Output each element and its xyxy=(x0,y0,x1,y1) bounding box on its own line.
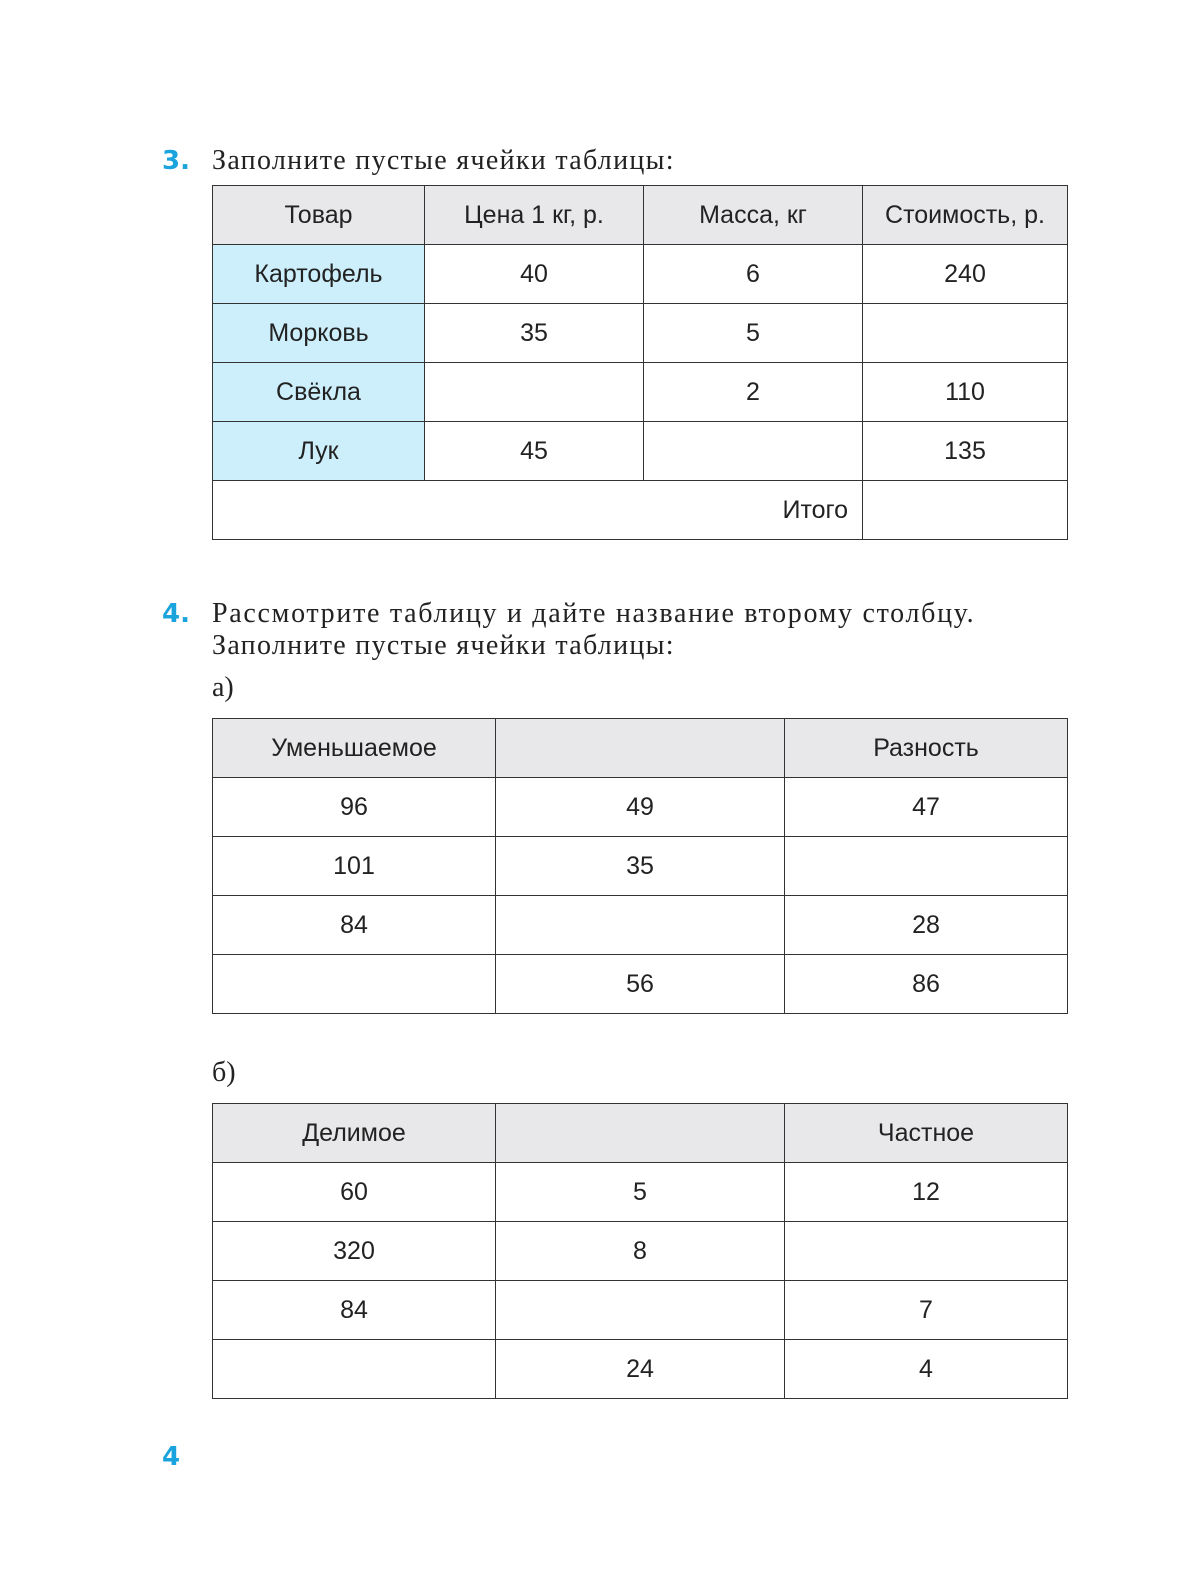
table-cell xyxy=(785,837,1068,896)
task-3-table xyxy=(212,185,1068,540)
table-cell: 320 xyxy=(213,1222,496,1281)
table-cell: 35 xyxy=(496,837,785,896)
task-3-text: Заполните пустые ячейки таблицы: xyxy=(212,145,675,176)
table-cell xyxy=(863,304,1068,363)
header-cell: Уменьшаемое xyxy=(213,719,496,778)
header-cell: Масса, кг xyxy=(644,186,863,245)
table-row xyxy=(213,304,1068,363)
table-row xyxy=(213,955,1068,1014)
table-cell xyxy=(213,955,496,1014)
task-4-number: 4. xyxy=(162,599,190,629)
product-cell: Лук xyxy=(213,422,425,481)
table-cell: 5 xyxy=(496,1163,785,1222)
table-cell xyxy=(644,422,863,481)
table-cell: 56 xyxy=(496,955,785,1014)
table-cell xyxy=(496,1281,785,1340)
header-cell: Цена 1 кг, р. xyxy=(425,186,644,245)
header-cell: Частное xyxy=(785,1104,1068,1163)
table-cell: 8 xyxy=(496,1222,785,1281)
table-cell xyxy=(785,1222,1068,1281)
table-cell: 84 xyxy=(213,1281,496,1340)
table-cell: 4 xyxy=(785,1340,1068,1399)
table-cell: 96 xyxy=(213,778,496,837)
task-4-text-line2: Заполните пустые ячейки таблицы: xyxy=(212,630,675,661)
total-row xyxy=(213,481,1068,540)
subtask-a-label: а) xyxy=(212,672,234,703)
table-row xyxy=(213,837,1068,896)
table-cell: 7 xyxy=(785,1281,1068,1340)
table-cell: 47 xyxy=(785,778,1068,837)
table-cell: 49 xyxy=(496,778,785,837)
table-cell: 101 xyxy=(213,837,496,896)
table-cell: 5 xyxy=(644,304,863,363)
table-header-row xyxy=(213,186,1068,245)
table-cell: 35 xyxy=(425,304,644,363)
table-row xyxy=(213,363,1068,422)
table-cell: 86 xyxy=(785,955,1068,1014)
table-cell: 60 xyxy=(213,1163,496,1222)
task-4-text-line1: Рассмотрите таблицу и дайте название второму столбцу. xyxy=(212,598,976,629)
table-cell: 12 xyxy=(785,1163,1068,1222)
table-cell xyxy=(213,1340,496,1399)
table-row xyxy=(213,896,1068,955)
header-cell-blank xyxy=(496,719,785,778)
table-cell: 28 xyxy=(785,896,1068,955)
header-cell-blank xyxy=(496,1104,785,1163)
task-3-number: 3. xyxy=(162,146,190,176)
table-cell: 84 xyxy=(213,896,496,955)
table-row xyxy=(213,245,1068,304)
table-cell: 2 xyxy=(644,363,863,422)
table-row xyxy=(213,1222,1068,1281)
table-cell: 135 xyxy=(863,422,1068,481)
product-cell: Картофель xyxy=(213,245,425,304)
table-row xyxy=(213,778,1068,837)
table-row xyxy=(213,1163,1068,1222)
table-cell: 6 xyxy=(644,245,863,304)
table-header-row xyxy=(213,1104,1068,1163)
table-cell xyxy=(425,363,644,422)
table-cell: 45 xyxy=(425,422,644,481)
table-cell: 110 xyxy=(863,363,1068,422)
page-number: 4 xyxy=(162,1442,181,1472)
header-cell: Стоимость, р. xyxy=(863,186,1068,245)
header-cell: Товар xyxy=(213,186,425,245)
product-cell: Морковь xyxy=(213,304,425,363)
subtask-a-table xyxy=(212,718,1068,1014)
total-label: Итого xyxy=(213,481,863,540)
header-cell: Делимое xyxy=(213,1104,496,1163)
table-cell: 40 xyxy=(425,245,644,304)
table-cell xyxy=(496,896,785,955)
table-header-row xyxy=(213,719,1068,778)
total-value-cell xyxy=(863,481,1068,540)
table-row xyxy=(213,1281,1068,1340)
subtask-b-label: б) xyxy=(212,1057,236,1088)
table-row xyxy=(213,422,1068,481)
table-row xyxy=(213,1340,1068,1399)
header-cell: Разность xyxy=(785,719,1068,778)
table-cell: 24 xyxy=(496,1340,785,1399)
subtask-b-table xyxy=(212,1103,1068,1399)
table-cell: 240 xyxy=(863,245,1068,304)
product-cell: Свёкла xyxy=(213,363,425,422)
